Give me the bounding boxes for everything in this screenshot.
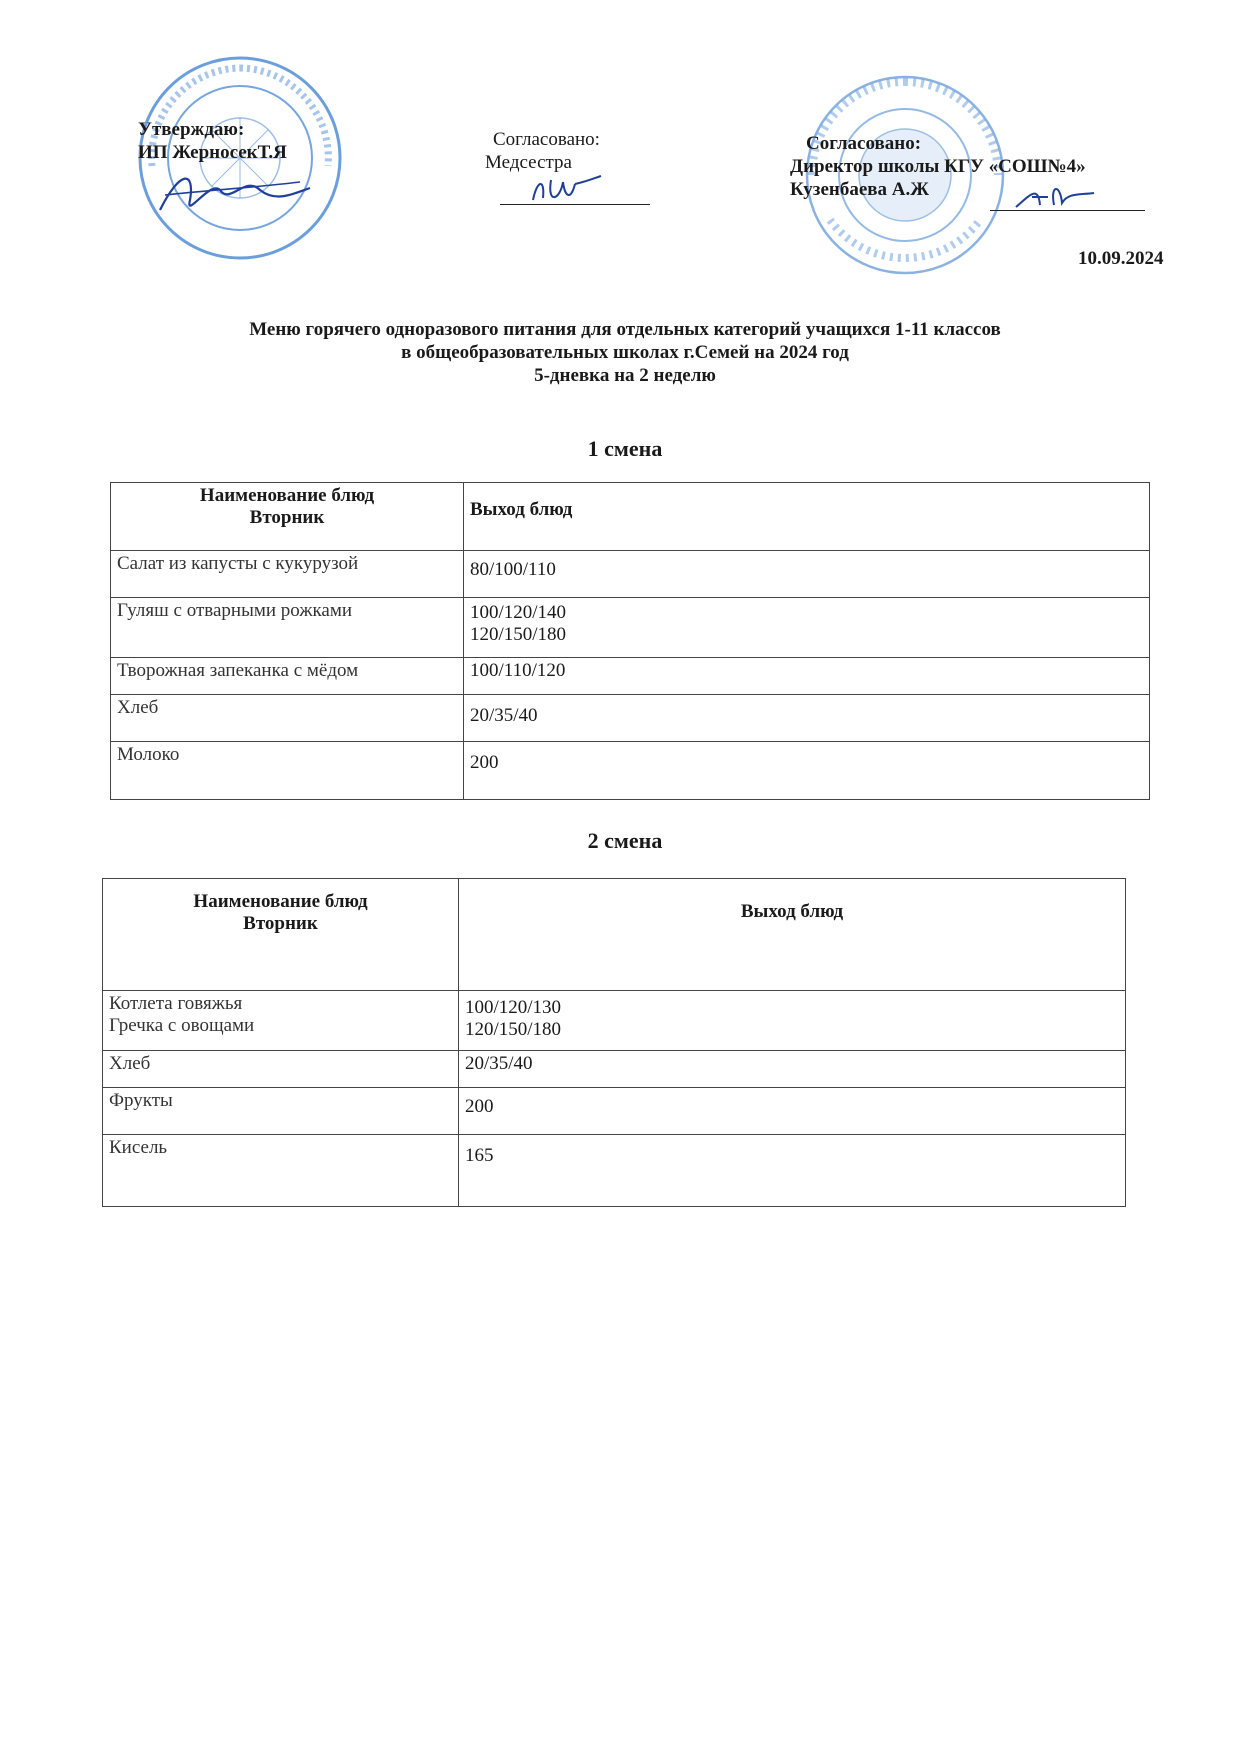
table-header-row xyxy=(111,483,1150,551)
approval-right-role: Директор школы КГУ «СОШ№4» xyxy=(790,156,1086,177)
dish-output: 200 xyxy=(464,742,1150,800)
approval-right-name: Кузенбаева А.Ж xyxy=(790,179,930,200)
document-date: 10.09.2024 xyxy=(1078,248,1164,269)
menu-title-line1: Меню горячего одноразового питания для отдельных категорий учащихся 1-11 классов xyxy=(249,319,1001,340)
column-header-output: Выход блюд xyxy=(459,879,1126,991)
approval-left xyxy=(138,118,287,164)
approval-left-label: Утверждаю: xyxy=(138,119,245,140)
approval-middle-role: Медсестра xyxy=(485,152,572,173)
menu-title-line3: 5-дневка на 2 неделю xyxy=(534,365,716,386)
column-header-dish: Наименование блюд Вторник xyxy=(111,483,464,551)
dish-name: Молоко xyxy=(111,742,464,800)
shift2-heading: 2 смена xyxy=(587,828,663,853)
table-row xyxy=(111,742,1150,800)
dish-name: Кисель xyxy=(103,1135,459,1207)
signature-middle xyxy=(525,170,605,210)
dish-name: Гуляш с отварными рожками xyxy=(111,598,464,658)
dish-output: 20/35/40 xyxy=(464,695,1150,742)
signature-left xyxy=(150,160,320,230)
dish-output: 100/120/130 120/150/180 xyxy=(459,991,1126,1051)
dish-output: 100/120/140 120/150/180 xyxy=(464,598,1150,658)
table-row xyxy=(103,1088,1126,1135)
table-header-row xyxy=(103,879,1126,991)
table-row xyxy=(103,991,1126,1051)
shift2-menu-table xyxy=(102,878,1126,1207)
approval-middle-label: Согласовано: xyxy=(493,129,600,150)
table-row xyxy=(111,598,1150,658)
dish-output: 100/110/120 xyxy=(464,658,1150,695)
shift1-menu-table xyxy=(110,482,1150,800)
dish-name: Хлеб xyxy=(103,1051,459,1088)
table-row xyxy=(103,1135,1126,1207)
table-row xyxy=(111,658,1150,695)
signature-right xyxy=(1010,175,1100,215)
dish-name: Салат из капусты с кукурузой xyxy=(111,551,464,598)
approval-left-name: ИП ЖерносекТ.Я xyxy=(138,142,287,163)
table-row xyxy=(103,1051,1126,1088)
dish-name: Творожная запеканка с мёдом xyxy=(111,658,464,695)
dish-output: 165 xyxy=(459,1135,1126,1207)
dish-output: 80/100/110 xyxy=(464,551,1150,598)
approval-middle xyxy=(485,128,600,174)
shift1-heading: 1 смена xyxy=(587,436,663,461)
column-header-output: Выход блюд xyxy=(464,483,1150,551)
column-header-dish: Наименование блюд Вторник xyxy=(103,879,459,991)
table-row xyxy=(111,551,1150,598)
dish-name: Хлеб xyxy=(111,695,464,742)
dish-name: Фрукты xyxy=(103,1088,459,1135)
dish-output: 20/35/40 xyxy=(459,1051,1126,1088)
approval-right-label: Согласовано: xyxy=(806,133,922,154)
table-row xyxy=(111,695,1150,742)
dish-output: 200 xyxy=(459,1088,1126,1135)
menu-title-line2: в общеобразовательных школах г.Семей на 2024 год xyxy=(401,342,849,363)
dish-name: Котлета говяжья Гречка с овощами xyxy=(103,991,459,1051)
